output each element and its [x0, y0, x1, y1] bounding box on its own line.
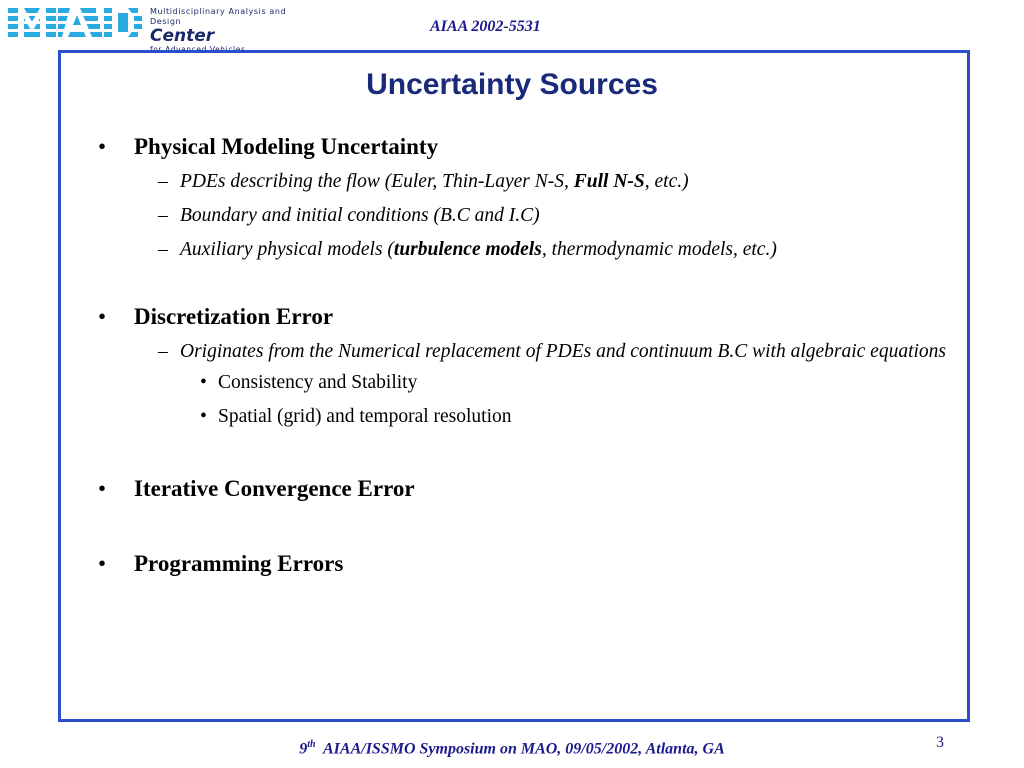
sub-bullet-text-end: , etc.)	[644, 171, 689, 192]
footer-text: AIAA/ISSMO Symposium on MAO, 09/05/2002, Atlanta, GA	[323, 740, 725, 758]
dash-mark: –	[158, 239, 168, 260]
bullet-dot: •	[98, 476, 107, 501]
sub-bullet-originates	[96, 338, 946, 366]
sub-bullet-emphasis: Full N-S	[573, 171, 645, 192]
dash-mark: –	[158, 205, 168, 226]
mad-logo-mark	[8, 4, 146, 42]
sub-bullet-text-end: , thermodynamic models, etc.)	[541, 239, 777, 260]
dash-mark: –	[158, 171, 168, 192]
paper-id: AIAA 2002-5531	[430, 18, 541, 35]
sub-bullet-auxiliary	[96, 236, 946, 264]
logo-text	[150, 7, 298, 54]
sub-bullet-pdes	[96, 168, 946, 196]
logo-tagline: for Advanced Vehicles	[150, 45, 246, 54]
bullet-label: Programming Errors	[134, 551, 344, 576]
bullet-dot: •	[98, 134, 107, 159]
bullet-discretization	[96, 302, 946, 332]
bullet-physical-modeling	[96, 132, 946, 162]
sub-bullet-emphasis: turbulence models	[393, 239, 542, 260]
sub-sub-bullet-text: Spatial (grid) and temporal resolution	[218, 406, 512, 427]
sub-bullet-text: Boundary and initial conditions (B.C and I.C)	[180, 205, 540, 226]
logo-subtitle: Multidisciplinary Analysis and Design	[150, 7, 287, 26]
slide-footer	[0, 739, 1024, 758]
bullet-programming-errors	[96, 549, 946, 579]
mad-center-logo	[8, 4, 298, 54]
footer-number: 9	[299, 740, 308, 758]
logo-center-word: Center	[150, 26, 215, 46]
bullet-dot: •	[200, 372, 207, 393]
sub-sub-bullet-text: Consistency and Stability	[218, 372, 418, 393]
bullet-label: Discretization Error	[134, 304, 334, 329]
sub-bullet-text: Originates from the Numerical replacement of PDEs and continuum B.C with algebraic equations	[180, 341, 947, 362]
sub-bullet-text: PDEs describing the flow (Euler, Thin-Layer N-S,	[180, 171, 574, 192]
slide-title: Uncertainty Sources	[366, 68, 658, 101]
footer-ordinal: th	[307, 739, 316, 750]
sub-bullet-boundary	[96, 202, 946, 230]
slide-content	[96, 132, 946, 579]
bullet-iterative-convergence	[96, 474, 946, 504]
dash-mark: –	[158, 341, 168, 362]
bullet-dot: •	[98, 551, 107, 576]
sub-sub-bullet-resolution	[96, 400, 946, 434]
page-number: 3	[936, 734, 944, 751]
bullet-label: Iterative Convergence Error	[134, 476, 415, 501]
sub-bullet-text: Auxiliary physical models (	[180, 239, 394, 260]
sub-sub-bullet-consistency	[96, 366, 946, 400]
bullet-dot: •	[98, 304, 107, 329]
bullet-label: Physical Modeling Uncertainty	[134, 134, 439, 159]
bullet-dot: •	[200, 406, 207, 427]
